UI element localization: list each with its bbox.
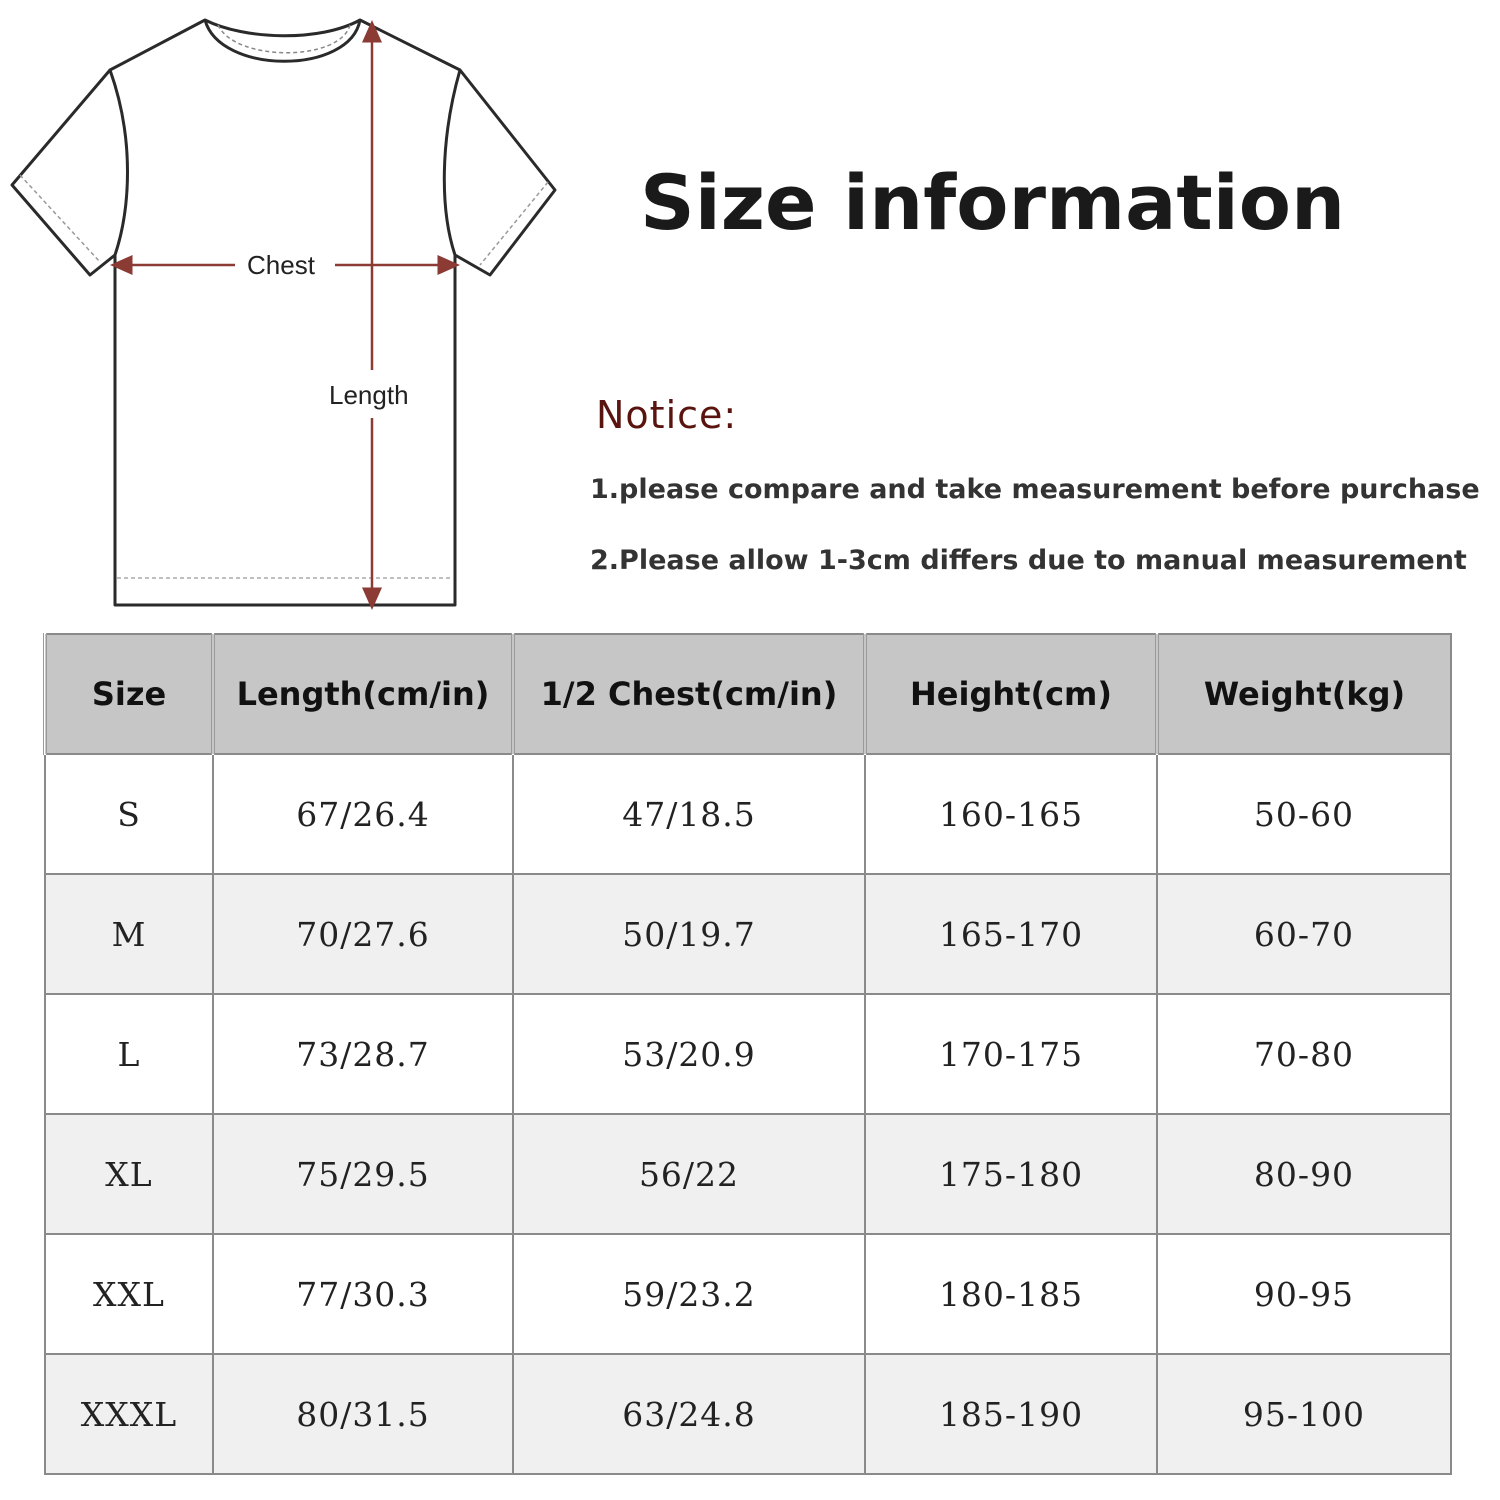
cell-half-chest: 47/18.5 [513,754,865,874]
size-chart-table [43,633,1452,1475]
table-row [45,874,1451,994]
cell-length: 80/31.5 [213,1354,513,1474]
cell-height: 165-170 [865,874,1157,994]
cell-size: XL [45,1114,213,1234]
cell-height: 170-175 [865,994,1157,1114]
cell-half-chest: 63/24.8 [513,1354,865,1474]
length-label: Length [329,380,409,410]
cell-length: 70/27.6 [213,874,513,994]
cell-length: 73/28.7 [213,994,513,1114]
table-header-row [45,634,1451,754]
cell-weight: 60-70 [1157,874,1451,994]
cell-weight: 95-100 [1157,1354,1451,1474]
cell-length: 77/30.3 [213,1234,513,1354]
tshirt-outline [12,20,555,605]
table-row [45,994,1451,1114]
cell-half-chest: 59/23.2 [513,1234,865,1354]
page-title: Size information [640,158,1346,247]
table-row [45,1354,1451,1474]
cell-size: XXL [45,1234,213,1354]
cell-height: 185-190 [865,1354,1157,1474]
table-row [45,754,1451,874]
cell-weight: 50-60 [1157,754,1451,874]
tshirt-diagram [0,0,600,620]
header-size: Size [45,634,213,754]
cell-height: 175-180 [865,1114,1157,1234]
cell-height: 160-165 [865,754,1157,874]
table-row [45,1234,1451,1354]
cell-size: S [45,754,213,874]
cell-weight: 70-80 [1157,994,1451,1114]
cell-length: 67/26.4 [213,754,513,874]
cell-size: M [45,874,213,994]
notice-line-2: 2.Please allow 1-3cm differs due to manual measurement [590,545,1467,576]
header-length: Length(cm/in) [213,634,513,754]
cell-weight: 80-90 [1157,1114,1451,1234]
cell-weight: 90-95 [1157,1234,1451,1354]
header-half-chest: 1/2 Chest(cm/in) [513,634,865,754]
header-height: Height(cm) [865,634,1157,754]
cell-size: L [45,994,213,1114]
cell-length: 75/29.5 [213,1114,513,1234]
notice-heading: Notice: [596,393,738,437]
table-row [45,1114,1451,1234]
cell-size: XXXL [45,1354,213,1474]
cell-half-chest: 53/20.9 [513,994,865,1114]
cell-half-chest: 56/22 [513,1114,865,1234]
cell-height: 180-185 [865,1234,1157,1354]
cell-half-chest: 50/19.7 [513,874,865,994]
chest-label: Chest [247,250,315,280]
notice-line-1: 1.please compare and take measurement before purchase [590,474,1480,505]
header-weight: Weight(kg) [1157,634,1451,754]
